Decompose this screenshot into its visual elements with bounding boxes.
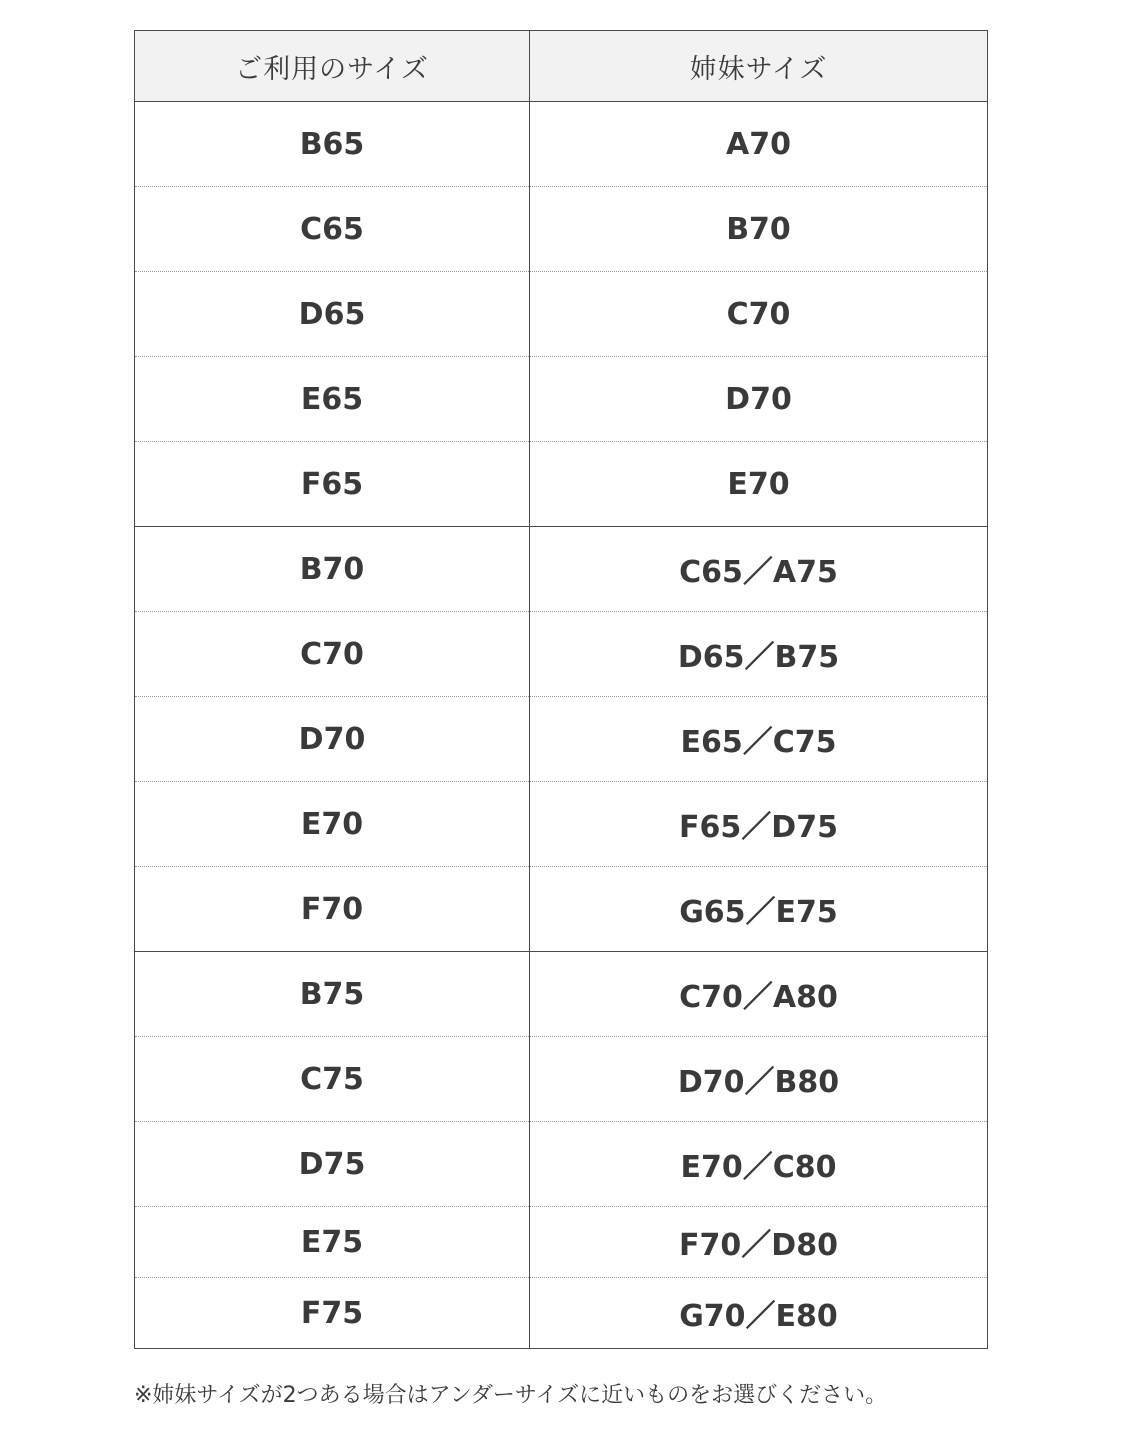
- current-size-cell: B70: [135, 527, 530, 612]
- sister-size-table: [134, 30, 988, 1349]
- sister-size-cell: D70: [530, 357, 988, 442]
- table-row: [135, 952, 988, 1037]
- table-row: [135, 1122, 988, 1207]
- table-row: [135, 867, 988, 952]
- table-row: [135, 612, 988, 697]
- sister-size-cell: A70: [530, 102, 988, 187]
- current-size-cell: C70: [135, 612, 530, 697]
- current-size-cell: D70: [135, 697, 530, 782]
- current-size-cell: F65: [135, 442, 530, 527]
- current-size-cell: D75: [135, 1122, 530, 1207]
- table-row: [135, 782, 988, 867]
- sister-size-cell: D70／B80: [530, 1037, 988, 1122]
- current-size-cell: B65: [135, 102, 530, 187]
- table-header-row: [135, 31, 988, 102]
- sister-size-cell: G65／E75: [530, 867, 988, 952]
- current-size-cell: F75: [135, 1278, 530, 1349]
- current-size-cell: B75: [135, 952, 530, 1037]
- sister-size-cell: F65／D75: [530, 782, 988, 867]
- table-row: [135, 102, 988, 187]
- table-row: [135, 527, 988, 612]
- sister-size-cell: B70: [530, 187, 988, 272]
- table-row: [135, 272, 988, 357]
- sister-size-cell: C70: [530, 272, 988, 357]
- table-row: [135, 1278, 988, 1349]
- current-size-cell: E65: [135, 357, 530, 442]
- sister-size-cell: G70／E80: [530, 1278, 988, 1349]
- table-row: [135, 442, 988, 527]
- table-row: [135, 697, 988, 782]
- current-size-cell: C65: [135, 187, 530, 272]
- sister-size-cell: D65／B75: [530, 612, 988, 697]
- sister-size-cell: E65／C75: [530, 697, 988, 782]
- table-row: [135, 1207, 988, 1278]
- current-size-cell: F70: [135, 867, 530, 952]
- sister-size-cell: F70／D80: [530, 1207, 988, 1278]
- footnote: ※姉妹サイズが2つある場合はアンダーサイズに近いものをお選びください。: [134, 1383, 888, 1408]
- current-size-cell: C75: [135, 1037, 530, 1122]
- sister-size-cell: C70／A80: [530, 952, 988, 1037]
- sister-size-cell: C65／A75: [530, 527, 988, 612]
- table-row: [135, 357, 988, 442]
- sister-size-cell: E70: [530, 442, 988, 527]
- current-size-cell: D65: [135, 272, 530, 357]
- sister-size-cell: E70／C80: [530, 1122, 988, 1207]
- current-size-cell: E75: [135, 1207, 530, 1278]
- header-sister-size: 姉妹サイズ: [530, 31, 988, 102]
- table-row: [135, 187, 988, 272]
- current-size-cell: E70: [135, 782, 530, 867]
- header-current-size: ご利用のサイズ: [135, 31, 530, 102]
- table-row: [135, 1037, 988, 1122]
